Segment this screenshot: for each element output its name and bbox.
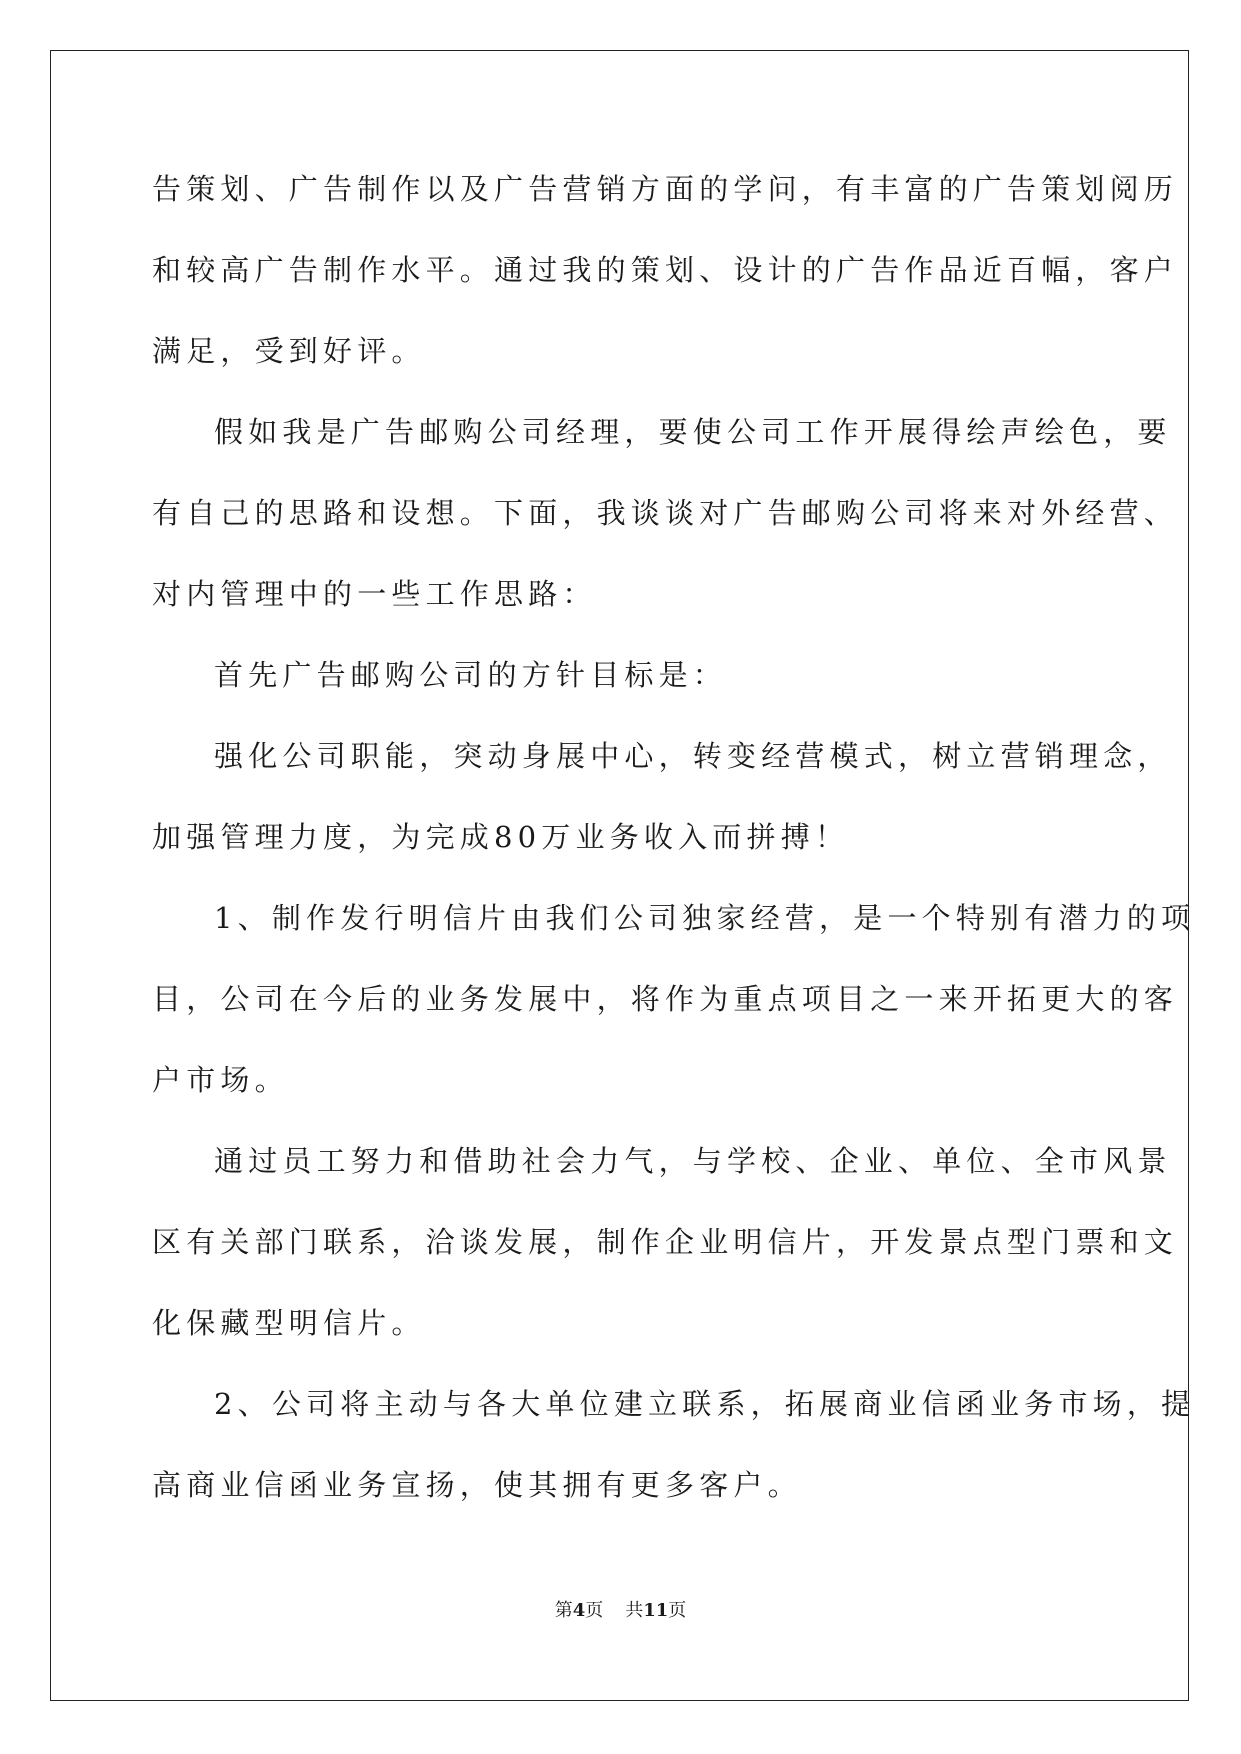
footer-total-suffix: 页 — [668, 1600, 687, 1621]
page-footer — [0, 1599, 1241, 1623]
paragraph-first-line: 1、制作发行明信片由我们公司独家经营，是一个特别有潜力的项 — [214, 901, 1196, 935]
body-text-line: 区有关部门联系，洽谈发展，制作企业明信片，开发景点型门票和文 — [152, 1225, 1179, 1259]
body-text-line: 高商业信函业务宣扬，使其拥有更多客户。 — [152, 1468, 802, 1502]
paragraph-first-line: 假如我是广告邮购公司经理，要使公司工作开展得绘声绘色，要 — [214, 415, 1172, 449]
paragraph-first-line: 强化公司职能，突动身展中心，转变经营模式，树立营销理念， — [214, 739, 1172, 773]
footer-total-prefix: 共 — [625, 1600, 644, 1621]
paragraph-first-line: 通过员工努力和借助社会力气，与学校、企业、单位、全市风景 — [214, 1144, 1172, 1178]
body-text-line: 告策划、广告制作以及广告营销方面的学问，有丰富的广告策划阅历 — [152, 172, 1179, 206]
footer-page-prefix: 第 — [554, 1600, 573, 1621]
footer-total-pages: 11 — [643, 1600, 669, 1621]
body-text-line: 化保藏型明信片。 — [152, 1306, 426, 1340]
footer-page-suffix: 页 — [585, 1600, 604, 1621]
body-text-line: 对内管理中的一些工作思路： — [152, 577, 597, 611]
paragraph-first-line: 2、公司将主动与各大单位建立联系，拓展商业信函业务市场，提 — [214, 1387, 1196, 1421]
body-text-line: 加强管理力度，为完成80万业务收入而拼搏！ — [152, 820, 850, 854]
paragraph-first-line: 首先广告邮购公司的方针目标是： — [214, 658, 728, 692]
body-text-line: 满足，受到好评。 — [152, 334, 426, 368]
footer-page-number: 4 — [572, 1600, 586, 1621]
body-text-line: 和较高广告制作水平。通过我的策划、设计的广告作品近百幅，客户 — [152, 253, 1179, 287]
page-border — [50, 50, 1189, 1701]
body-text-line: 户市场。 — [152, 1063, 289, 1097]
body-text-line: 有自己的思路和设想。下面，我谈谈对广告邮购公司将来对外经营、 — [152, 496, 1179, 530]
body-text-line: 目，公司在今后的业务发展中，将作为重点项目之一来开拓更大的客 — [152, 982, 1179, 1016]
